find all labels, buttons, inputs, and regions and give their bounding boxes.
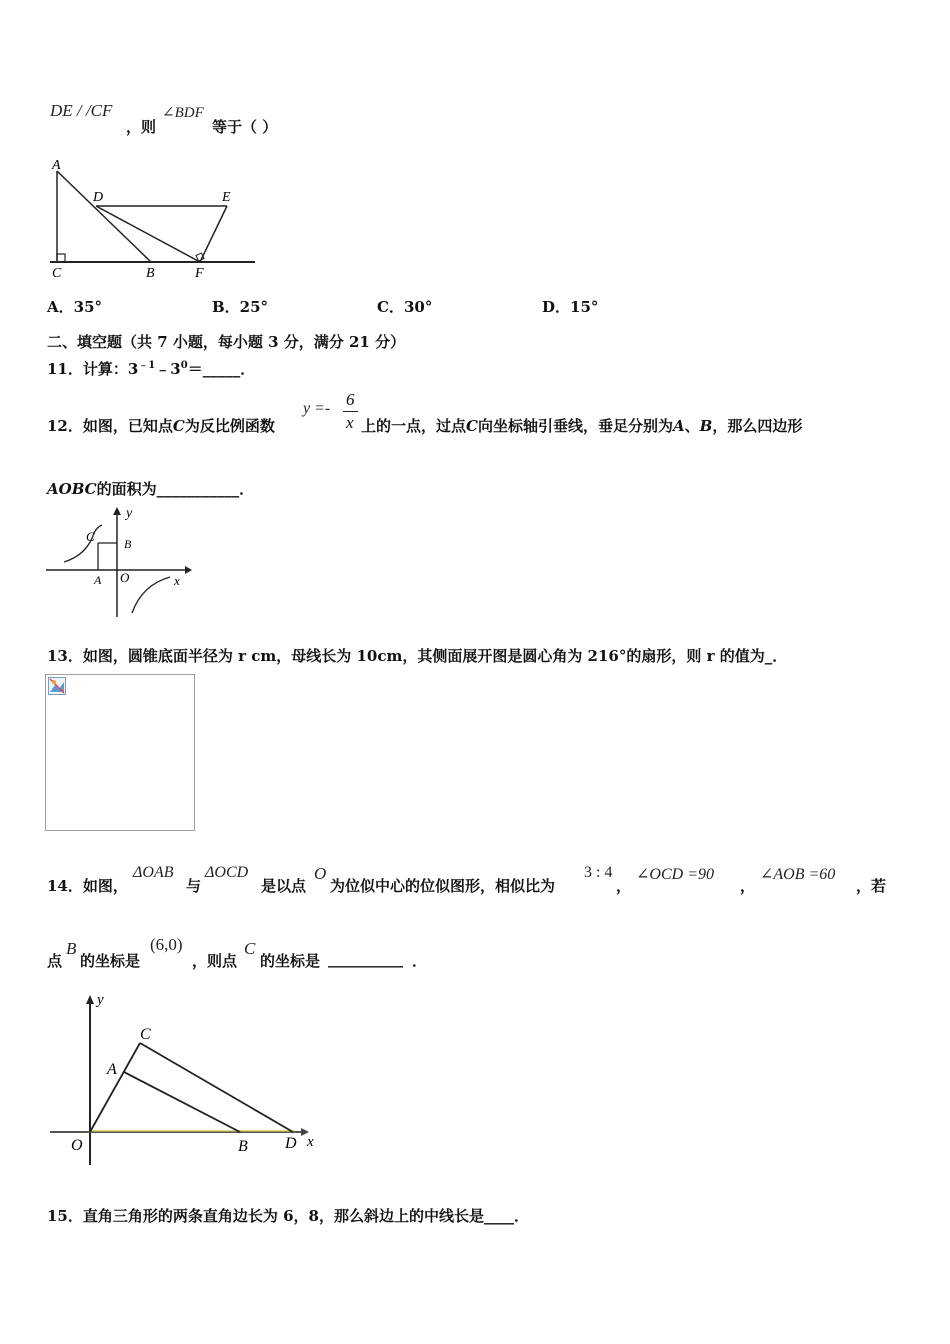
q12-line2 [47,478,254,499]
q11-num: 11．计算： [47,360,128,378]
label-b: B [238,1138,248,1155]
q11-eq: ＝ [187,360,203,378]
q12-point-b: B [699,417,713,435]
q11-exp1: ﹣1 [138,360,156,371]
label-o: O [71,1137,83,1154]
q12-sep: 、 [684,417,700,435]
q14-text3: ，若 [856,877,887,895]
q13-broken-image-frame [45,674,195,831]
q11-line [47,356,255,379]
q11-base1: 3 [127,360,139,378]
q14-text1: 是以点 [261,877,307,895]
curve-quadrant-2 [64,525,102,562]
q11-exp2: 0 [180,360,188,371]
label-c: C [86,529,95,544]
broken-image-icon [48,677,66,695]
q10-option-c: C．30° [377,298,433,316]
q11-end: ． [240,360,256,378]
q14-num: 14．如图， [47,877,128,895]
q14-text2: 为位似中心的位似图形，相似比为 [330,877,556,895]
line-df [96,206,200,262]
q10-expr-de-cf: DE / /CF [50,101,113,120]
q10-text-equals: 等于（ ） [212,118,278,136]
q13-text: 13．如图，圆锥底面半径为 r cm，母线长为 10cm，其侧面展开图是圆心角为 216°的扇形，则 r 的值为_． [47,647,788,665]
q14-tri1: ΔOAB [133,864,174,881]
q12-text-rest2: 向坐标轴引垂线，垂足分别为 [477,417,673,435]
label-d: D [93,190,104,205]
line-cd [140,1043,293,1132]
label-a: A [107,1061,117,1078]
q14-angle1: ∠OCD =90 [636,866,714,883]
q14-pt-o: O [314,864,327,883]
right-angle-c [57,254,65,262]
q12-text-area: 的面积为 [96,480,157,498]
q14-with: 与 [186,877,202,895]
label-x: x [174,573,180,588]
q11-minus: ﹣3 [155,360,181,378]
q10-text-then: ，则 [126,118,157,136]
q12-text-rest: 上的一点，过点 [361,417,467,435]
q14-comma2: ， [740,877,756,895]
q11-blank: _____ [202,360,241,378]
q12-fraction-bar [343,411,358,412]
section-heading: 二、填空题（共 7 小题，每小题 3 分，满分 21 分） [47,333,406,351]
q14-line2-pt: 点 [47,952,63,970]
q12-quad: AOBC [47,480,97,498]
q14-blank: __________ [328,950,403,968]
q10-option-a: A．35° [47,298,103,316]
y-axis-arrow [86,995,94,1004]
q12-figure [42,505,192,620]
q12-func-den: x [346,413,354,432]
q14-pt-c: C [244,939,256,958]
label-d: D [285,1135,297,1152]
label-o: O [120,570,130,585]
label-b: B [124,537,132,551]
label-c: C [52,266,62,281]
line-ef [200,206,227,262]
q12-num-text: 12．如图，已知点 [47,417,173,435]
label-y: y [126,506,133,521]
line-ab [124,1072,240,1132]
y-axis-arrow [113,507,121,515]
label-y: y [97,992,104,1008]
q12-point-a: A [672,417,685,435]
label-a: A [94,573,102,587]
label-c: C [140,1026,151,1043]
q12-point-c2: C [466,417,478,435]
q14-text4: 的坐标是 [80,952,141,970]
q10-option-b: B．25° [212,298,269,316]
line-ab [57,171,151,262]
q14-ratio: 3 : 4 [584,864,613,881]
line-oc [90,1043,140,1132]
q12-blank: ___________ [156,480,240,498]
q15-text: 15．直角三角形的两条直角边长为 6，8，那么斜边上的中线长是____． [47,1207,529,1225]
label-e: E [222,190,231,205]
label-x: x [307,1134,314,1150]
q14-coord: (6,0) [150,935,183,954]
q14-text5: ，则点 [192,952,238,970]
q14-pt-b: B [66,939,77,958]
q14-text6: 的坐标是 [260,952,321,970]
q10-expr-angle: ∠BDF [162,105,204,121]
label-f: F [195,266,204,281]
q12-line1-part2 [361,415,802,436]
q14-end: ． [412,952,428,970]
q12-text-inverse: 为反比例函数 [184,417,275,435]
q12-end: ． [239,480,255,498]
q14-figure [45,990,335,1170]
q14-angle2: ∠AOB =60 [760,866,836,883]
q12-point-c: C [172,417,185,435]
label-b: B [146,266,155,281]
q12-func-lhs: y =- [303,400,331,417]
x-axis-arrow [185,566,192,574]
q14-comma1: ， [616,877,632,895]
q12-text-rest3: ，那么四边形 [712,417,803,435]
curve-quadrant-4 [132,577,170,613]
q12-line1-part1 [47,415,275,436]
q14-tri2: ΔOCD [205,864,249,881]
q10-option-d: D．15° [542,298,599,316]
q10-figure [40,155,270,285]
q12-func-num: 6 [346,390,355,409]
label-a: A [52,158,61,173]
